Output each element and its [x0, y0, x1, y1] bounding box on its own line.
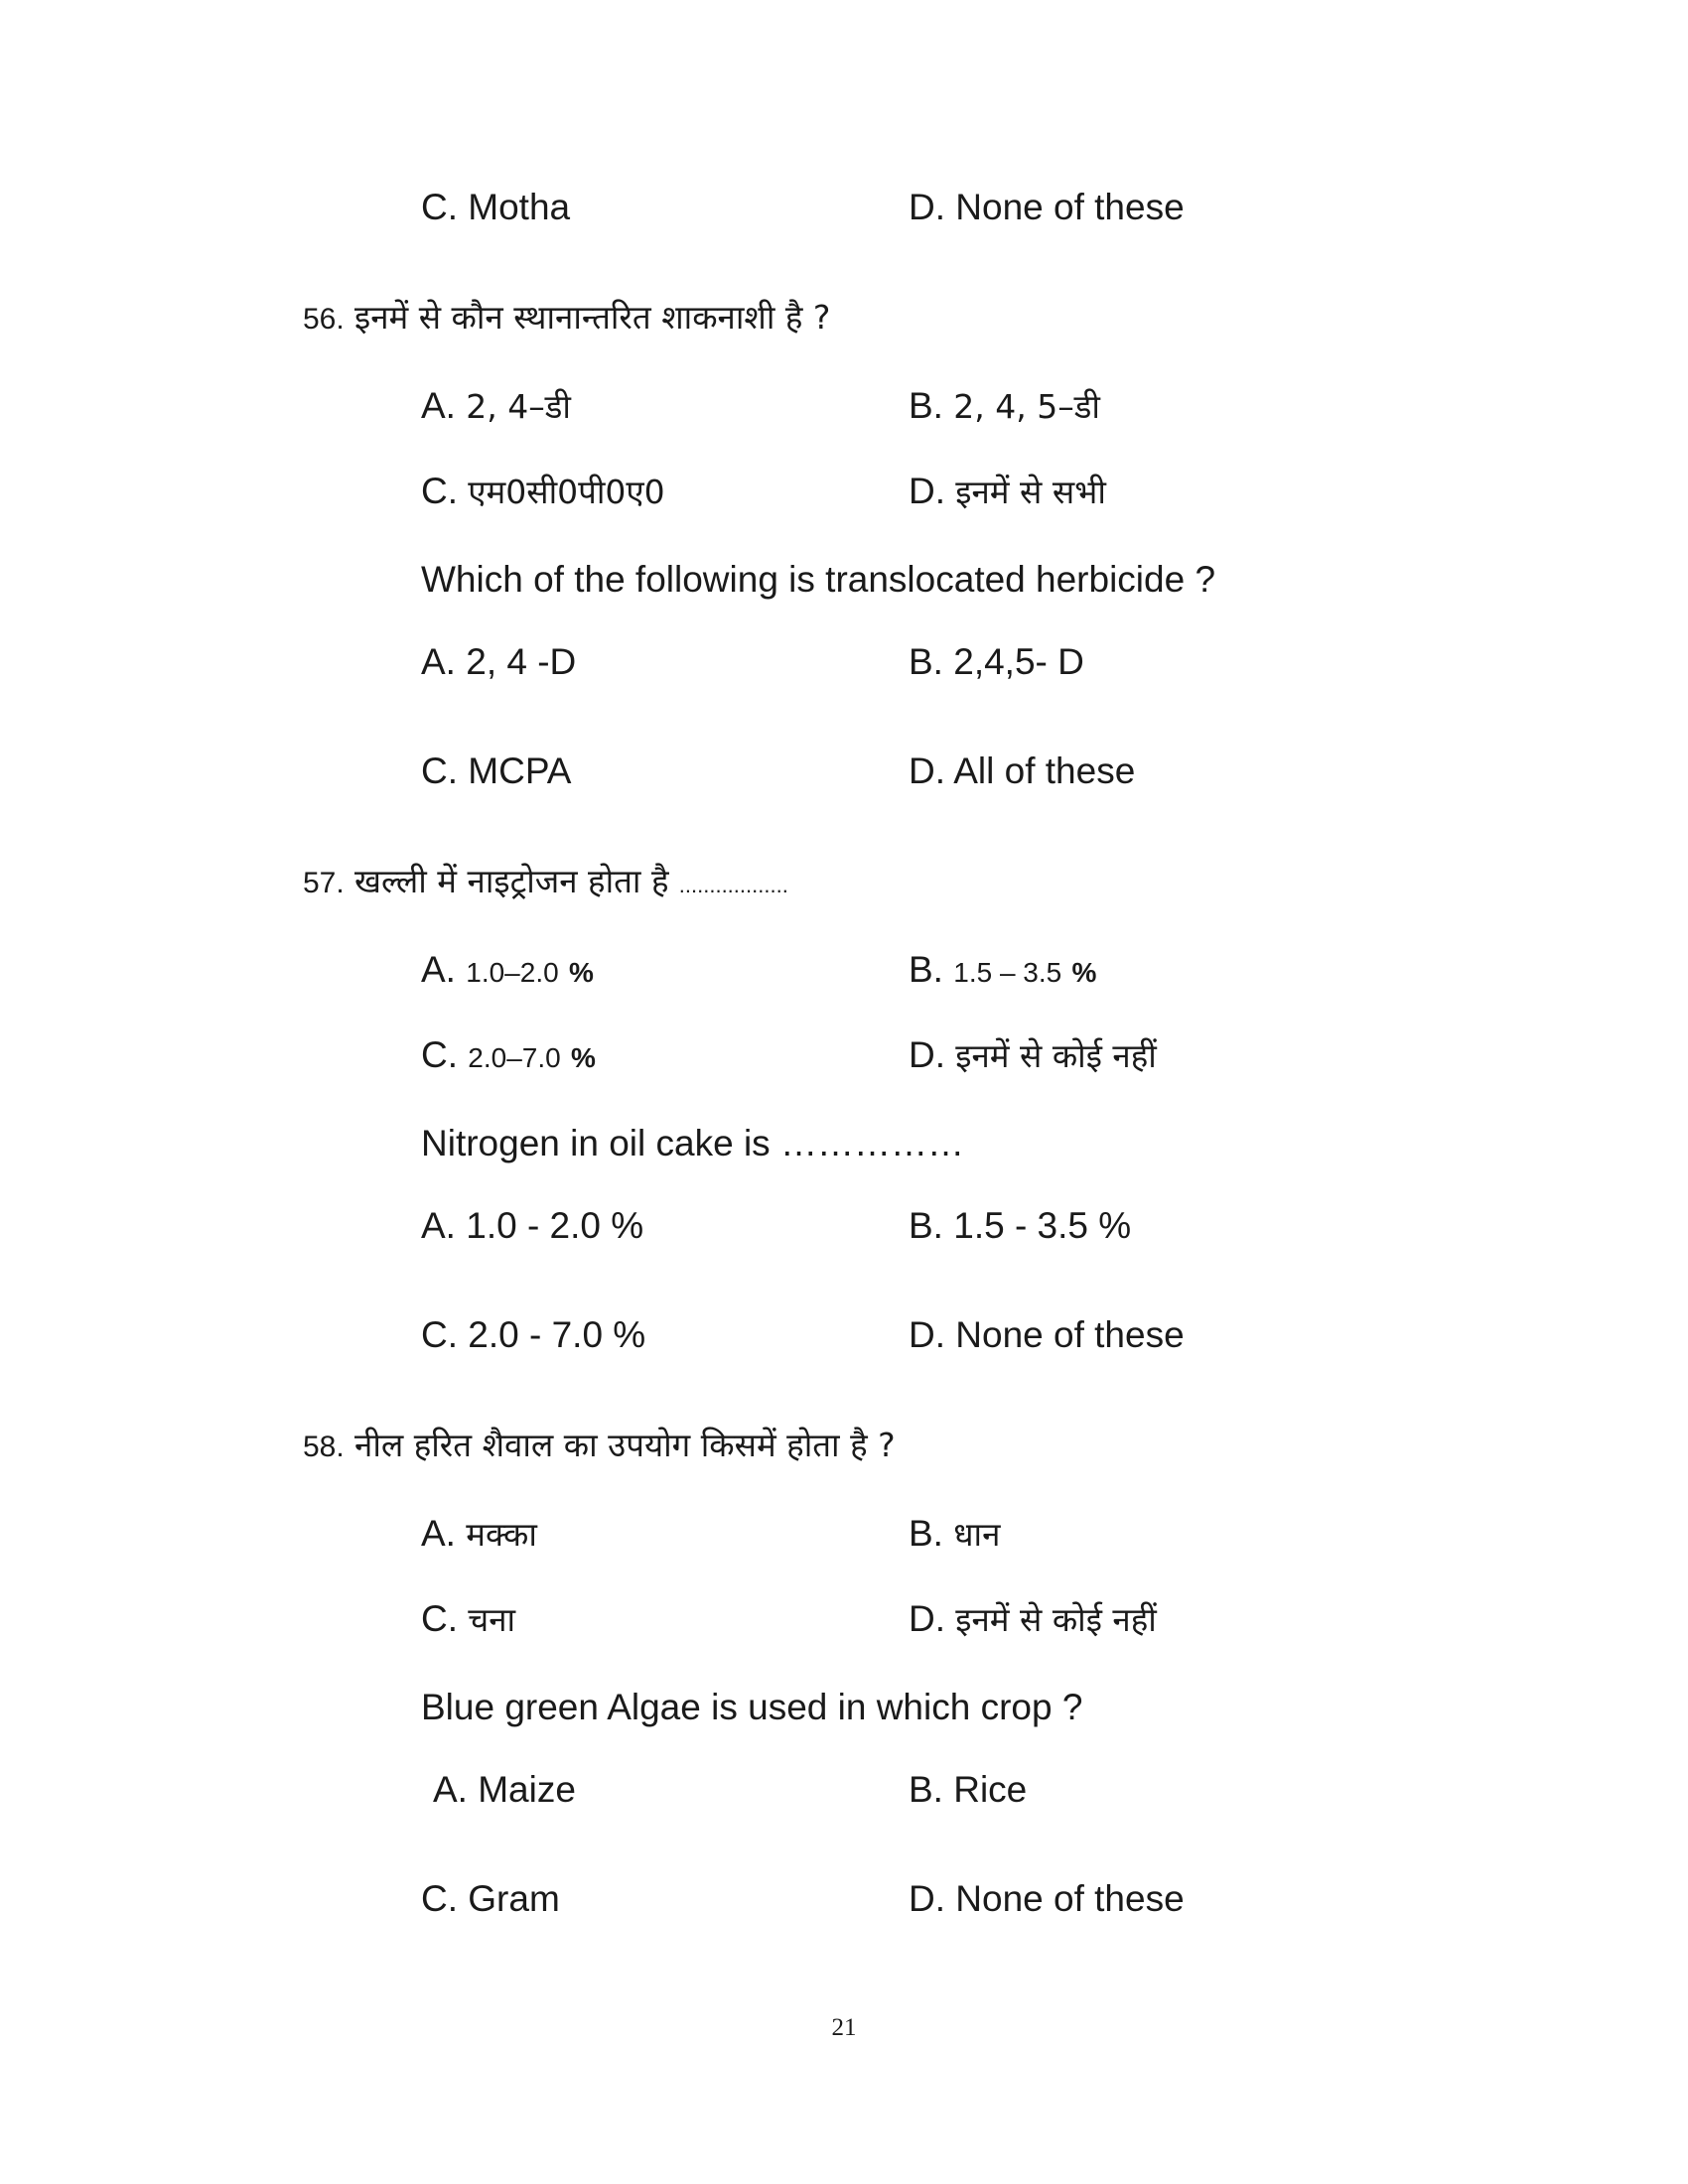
option-letter: A.	[421, 949, 456, 990]
q58-hindi-option-c	[421, 1600, 515, 1637]
q57-english-option-b: B. 1.5 - 3.5 %	[909, 1205, 1132, 1246]
page-number: 21	[831, 2014, 857, 2041]
q58-number: 58.	[303, 1431, 345, 1463]
q55-option-d: D. None of these	[909, 187, 1185, 227]
option-text: 2, 4–डी	[466, 387, 571, 426]
option-unit: %	[1071, 957, 1097, 988]
option-letter: C.	[421, 1598, 458, 1639]
q56-hindi-option-d	[909, 473, 1106, 509]
option-letter: B.	[909, 1513, 943, 1554]
option-text: एम0सी0पी0ए0	[468, 473, 665, 511]
q58-hindi-question	[303, 1426, 896, 1462]
q57-hindi-option-d	[909, 1036, 1157, 1073]
q57-english-option-c: C. 2.0 - 7.0 %	[421, 1314, 646, 1355]
option-letter: D.	[909, 471, 945, 511]
option-letter: C.	[421, 471, 458, 511]
option-unit: %	[568, 957, 594, 988]
option-letter: A.	[421, 1513, 456, 1554]
q57-english-question: Nitrogen in oil cake is ……………	[421, 1123, 964, 1163]
q58-hindi-option-d	[909, 1600, 1157, 1637]
q58-hindi-question-text: नील हरित शैवाल का उपयोग किसमें होता है ?	[354, 1426, 896, 1464]
q56-english-option-b: B. 2,4,5- D	[909, 641, 1084, 682]
option-text: धान	[953, 1515, 1001, 1554]
q58-english-option-c: C. Gram	[421, 1878, 560, 1919]
q58-english-option-b: B. Rice	[909, 1769, 1028, 1810]
q57-hindi-option-b	[909, 951, 1096, 988]
option-letter: C.	[421, 1034, 458, 1075]
q56-hindi-option-c	[421, 473, 665, 509]
q57-hindi-option-a	[421, 951, 594, 988]
q56-hindi-question-text: इनमें से कौन स्थानान्तरित शाकनाशी है ?	[354, 298, 831, 337]
option-text: इनमें से सभी	[955, 473, 1106, 511]
q56-number: 56.	[303, 303, 345, 336]
option-text: इनमें से कोई नहीं	[955, 1600, 1157, 1639]
option-text: चना	[468, 1600, 516, 1639]
q56-english-option-a: A. 2, 4 -D	[421, 641, 577, 682]
q58-hindi-option-b	[909, 1515, 1000, 1552]
q57-english-option-d: D. None of these	[909, 1314, 1185, 1355]
option-text: मक्का	[466, 1515, 537, 1554]
q56-english-question: Which of the following is translocated herbicide ?	[421, 559, 1216, 600]
option-letter: D.	[909, 1034, 945, 1075]
q58-english-question: Blue green Algae is used in which crop ?	[421, 1687, 1083, 1727]
option-text: 1.5 – 3.5	[953, 957, 1062, 988]
q58-english-option-d: D. None of these	[909, 1878, 1185, 1919]
q57-hindi-blank: ..................	[678, 873, 788, 897]
option-text: इनमें से कोई नहीं	[955, 1036, 1157, 1075]
q56-english-option-c: C. MCPA	[421, 751, 572, 791]
q57-number: 57.	[303, 867, 345, 899]
option-letter: D.	[909, 1598, 945, 1639]
q56-hindi-option-a	[421, 387, 571, 424]
q56-hindi-option-b	[909, 387, 1100, 424]
q57-english-option-a: A. 1.0 - 2.0 %	[421, 1205, 644, 1246]
option-unit: %	[570, 1042, 596, 1073]
option-text: 1.0–2.0	[466, 957, 559, 988]
q55-option-c: C. Motha	[421, 187, 571, 227]
q58-english-option-a: A. Maize	[433, 1769, 576, 1810]
q57-hindi-question-text: खल्ली में नाइट्रोजन होता है	[354, 862, 669, 900]
option-text: 2, 4, 5–डी	[953, 387, 1100, 426]
q56-hindi-question	[303, 298, 830, 335]
q58-hindi-option-a	[421, 1515, 537, 1552]
q57-hindi-question	[303, 862, 788, 898]
q57-hindi-option-c	[421, 1036, 596, 1073]
option-letter: B.	[909, 385, 943, 426]
q56-english-option-d: D. All of these	[909, 751, 1136, 791]
option-letter: B.	[909, 949, 943, 990]
option-text: 2.0–7.0	[468, 1042, 561, 1073]
option-letter: A.	[421, 385, 456, 426]
